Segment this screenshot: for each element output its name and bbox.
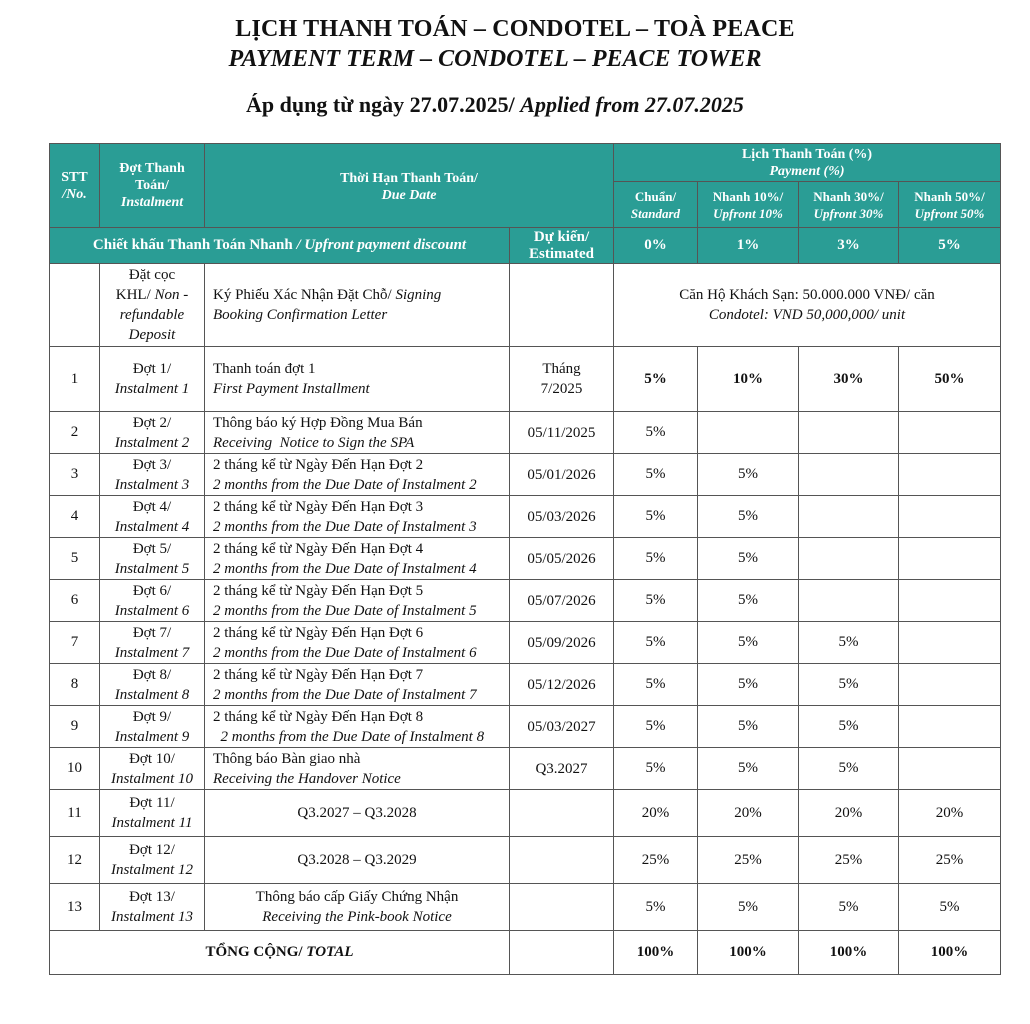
title-en: PAYMENT TERM – CONDOTEL – PEACE TOWER — [228, 46, 762, 72]
row-estimated: 05/11/2025 — [510, 412, 614, 454]
row-value-upfront-30 — [799, 580, 899, 622]
row-value-upfront-10: 5% — [698, 580, 799, 622]
row-instalment: Đợt 8/ Instalment 8 — [100, 664, 205, 706]
row-value-standard: 5% — [614, 622, 698, 664]
row-value-upfront-50 — [899, 706, 1001, 748]
row-instalment: Đợt 1/ Instalment 1 — [100, 347, 205, 412]
row-value-upfront-30 — [799, 496, 899, 538]
row-value-standard: 5% — [614, 454, 698, 496]
row-instalment: Đợt 6/ Instalment 6 — [100, 580, 205, 622]
row-value-upfront-50 — [899, 496, 1001, 538]
total-upfront-10: 100% — [698, 931, 799, 975]
row-value-upfront-30: 5% — [799, 748, 899, 790]
table-row — [50, 622, 1001, 664]
total-upfront-50: 100% — [899, 931, 1001, 975]
row-value-upfront-30 — [799, 412, 899, 454]
row-value-upfront-50 — [899, 538, 1001, 580]
table-row — [50, 706, 1001, 748]
row-estimated — [510, 837, 614, 884]
row-instalment: Đợt 11/ Instalment 11 — [100, 790, 205, 837]
header-instalment: Đợt Thanh Toán/ Instalment — [100, 144, 205, 228]
header-plan-standard: Chuẩn/ Standard — [614, 182, 698, 228]
row-value-upfront-10: 5% — [698, 454, 799, 496]
row-value-standard: 5% — [614, 496, 698, 538]
row-value-upfront-10: 10% — [698, 347, 799, 412]
row-no: 2 — [50, 412, 100, 454]
row-estimated — [510, 884, 614, 931]
header-schedule: Lịch Thanh Toán (%) Payment (%) — [614, 144, 1001, 182]
row-due: 2 tháng kể từ Ngày Đến Hạn Đợt 3 2 months from the Due Date of Instalment 3 — [205, 496, 510, 538]
row-instalment: Đợt 5/ Instalment 5 — [100, 538, 205, 580]
row-value-upfront-10: 5% — [698, 748, 799, 790]
discount-upfront-10: 1% — [698, 228, 799, 264]
deposit-due: Ký Phiếu Xác Nhận Đặt Chỗ/ Signing Booking Confirmation Letter — [205, 264, 510, 347]
row-instalment: Đợt 12/ Instalment 12 — [100, 837, 205, 884]
row-value-upfront-50: 20% — [899, 790, 1001, 837]
row-estimated: 05/03/2027 — [510, 706, 614, 748]
row-value-standard: 5% — [614, 538, 698, 580]
row-value-upfront-30 — [799, 538, 899, 580]
row-due: Q3.2027 – Q3.2028 — [205, 790, 510, 837]
row-value-standard: 5% — [614, 580, 698, 622]
total-upfront-30: 100% — [799, 931, 899, 975]
table-row — [50, 412, 1001, 454]
total-row — [50, 931, 1001, 975]
total-label: TỔNG CỘNG/ TOTAL — [50, 931, 510, 975]
row-estimated: 05/09/2026 — [510, 622, 614, 664]
row-value-standard: 25% — [614, 837, 698, 884]
table-row — [50, 837, 1001, 884]
row-no: 1 — [50, 347, 100, 412]
row-value-upfront-10: 5% — [698, 664, 799, 706]
row-value-standard: 20% — [614, 790, 698, 837]
header-plan-upfront-30: Nhanh 30%/ Upfront 30% — [799, 182, 899, 228]
row-due: 2 tháng kể từ Ngày Đến Hạn Đợt 5 2 months from the Due Date of Instalment 5 — [205, 580, 510, 622]
row-value-standard: 5% — [614, 347, 698, 412]
header-due-date: Thời Hạn Thanh Toán/ Due Date — [205, 144, 614, 228]
row-value-upfront-50 — [899, 622, 1001, 664]
row-value-upfront-30: 5% — [799, 622, 899, 664]
row-no: 12 — [50, 837, 100, 884]
total-standard: 100% — [614, 931, 698, 975]
row-estimated: 05/03/2026 — [510, 496, 614, 538]
row-instalment: Đợt 2/ Instalment 2 — [100, 412, 205, 454]
table-row — [50, 790, 1001, 837]
row-value-upfront-50: 5% — [899, 884, 1001, 931]
discount-upfront-50: 5% — [899, 228, 1001, 264]
row-due: Thông báo ký Hợp Đồng Mua Bán Receiving Notice to Sign the SPA — [205, 412, 510, 454]
table-row — [50, 347, 1001, 412]
row-due: Thanh toán đợt 1 First Payment Installment — [205, 347, 510, 412]
discount-label: Chiết khấu Thanh Toán Nhanh / Upfront payment discount — [50, 228, 510, 264]
row-value-upfront-30: 5% — [799, 664, 899, 706]
row-estimated: 05/05/2026 — [510, 538, 614, 580]
row-due: 2 tháng kể từ Ngày Đến Hạn Đợt 2 2 months from the Due Date of Instalment 2 — [205, 454, 510, 496]
row-no: 4 — [50, 496, 100, 538]
row-instalment: Đợt 9/ Instalment 9 — [100, 706, 205, 748]
discount-upfront-30: 3% — [799, 228, 899, 264]
total-estimated — [510, 931, 614, 975]
payment-table — [49, 143, 1001, 975]
row-instalment: Đợt 4/ Instalment 4 — [100, 496, 205, 538]
row-value-upfront-30: 5% — [799, 884, 899, 931]
row-estimated: 05/07/2026 — [510, 580, 614, 622]
row-no: 7 — [50, 622, 100, 664]
deposit-instalment: Đặt cọc KHL/ Non - refundable Deposit — [100, 264, 205, 347]
row-value-upfront-30: 20% — [799, 790, 899, 837]
row-due: 2 tháng kể từ Ngày Đến Hạn Đợt 4 2 months from the Due Date of Instalment 4 — [205, 538, 510, 580]
row-due: 2 tháng kể từ Ngày Đến Hạn Đợt 7 2 months from the Due Date of Instalment 7 — [205, 664, 510, 706]
title-vi: LỊCH THANH TOÁN – CONDOTEL – TOÀ PEACE — [235, 16, 795, 42]
row-value-upfront-30: 30% — [799, 347, 899, 412]
discount-row — [50, 228, 1001, 264]
row-estimated: Q3.2027 — [510, 748, 614, 790]
row-instalment: Đợt 13/ Instalment 13 — [100, 884, 205, 931]
row-value-upfront-10: 5% — [698, 622, 799, 664]
row-value-upfront-50: 50% — [899, 347, 1001, 412]
row-due: Thông báo Bàn giao nhà Receiving the Handover Notice — [205, 748, 510, 790]
row-due: Thông báo cấp Giấy Chứng Nhận Receiving the Pink-book Notice — [205, 884, 510, 931]
deposit-row — [50, 264, 1001, 347]
row-value-standard: 5% — [614, 664, 698, 706]
table-row — [50, 664, 1001, 706]
table-row — [50, 748, 1001, 790]
table-row — [50, 884, 1001, 931]
deposit-amount: Căn Hộ Khách Sạn: 50.000.000 VNĐ/ căn Condotel: VND 50,000,000/ unit — [614, 264, 1001, 347]
row-value-upfront-10: 20% — [698, 790, 799, 837]
discount-standard: 0% — [614, 228, 698, 264]
row-value-standard: 5% — [614, 706, 698, 748]
row-value-upfront-50 — [899, 580, 1001, 622]
row-due: 2 tháng kể từ Ngày Đến Hạn Đợt 8 2 months from the Due Date of Instalment 8 — [205, 706, 510, 748]
row-estimated: 05/12/2026 — [510, 664, 614, 706]
row-due: Q3.2028 – Q3.2029 — [205, 837, 510, 884]
deposit-no — [50, 264, 100, 347]
row-due: 2 tháng kể từ Ngày Đến Hạn Đợt 6 2 months from the Due Date of Instalment 6 — [205, 622, 510, 664]
row-value-upfront-50 — [899, 748, 1001, 790]
row-value-standard: 5% — [614, 412, 698, 454]
header-stt: STT /No. — [50, 144, 100, 228]
row-value-upfront-50 — [899, 664, 1001, 706]
row-value-standard: 5% — [614, 748, 698, 790]
row-no: 13 — [50, 884, 100, 931]
deposit-estimated — [510, 264, 614, 347]
applied-date: Áp dụng từ ngày 27.07.2025/ Applied from 27.07.2025 — [246, 92, 744, 117]
row-instalment: Đợt 10/ Instalment 10 — [100, 748, 205, 790]
row-no: 5 — [50, 538, 100, 580]
row-value-upfront-30 — [799, 454, 899, 496]
row-value-upfront-10: 25% — [698, 837, 799, 884]
row-estimated — [510, 790, 614, 837]
row-no: 8 — [50, 664, 100, 706]
row-value-upfront-10: 5% — [698, 496, 799, 538]
table-row — [50, 580, 1001, 622]
row-value-upfront-30: 5% — [799, 706, 899, 748]
row-no: 9 — [50, 706, 100, 748]
estimated-label: Dự kiến/ Estimated — [510, 228, 614, 264]
row-value-upfront-10 — [698, 412, 799, 454]
instalment-rows — [50, 347, 1001, 931]
row-value-upfront-30: 25% — [799, 837, 899, 884]
row-value-standard: 5% — [614, 884, 698, 931]
table-row — [50, 454, 1001, 496]
row-instalment: Đợt 7/ Instalment 7 — [100, 622, 205, 664]
row-estimated: Tháng 7/2025 — [510, 347, 614, 412]
row-instalment: Đợt 3/ Instalment 3 — [100, 454, 205, 496]
row-no: 10 — [50, 748, 100, 790]
row-value-upfront-50 — [899, 454, 1001, 496]
row-value-upfront-50: 25% — [899, 837, 1001, 884]
row-value-upfront-10: 5% — [698, 538, 799, 580]
row-value-upfront-10: 5% — [698, 706, 799, 748]
row-no: 11 — [50, 790, 100, 837]
header-row-1 — [50, 144, 1001, 182]
header-plan-upfront-10: Nhanh 10%/ Upfront 10% — [698, 182, 799, 228]
row-value-upfront-10: 5% — [698, 884, 799, 931]
table-row — [50, 496, 1001, 538]
row-value-upfront-50 — [899, 412, 1001, 454]
header-plan-upfront-50: Nhanh 50%/ Upfront 50% — [899, 182, 1001, 228]
row-no: 3 — [50, 454, 100, 496]
row-no: 6 — [50, 580, 100, 622]
row-estimated: 05/01/2026 — [510, 454, 614, 496]
table-row — [50, 538, 1001, 580]
